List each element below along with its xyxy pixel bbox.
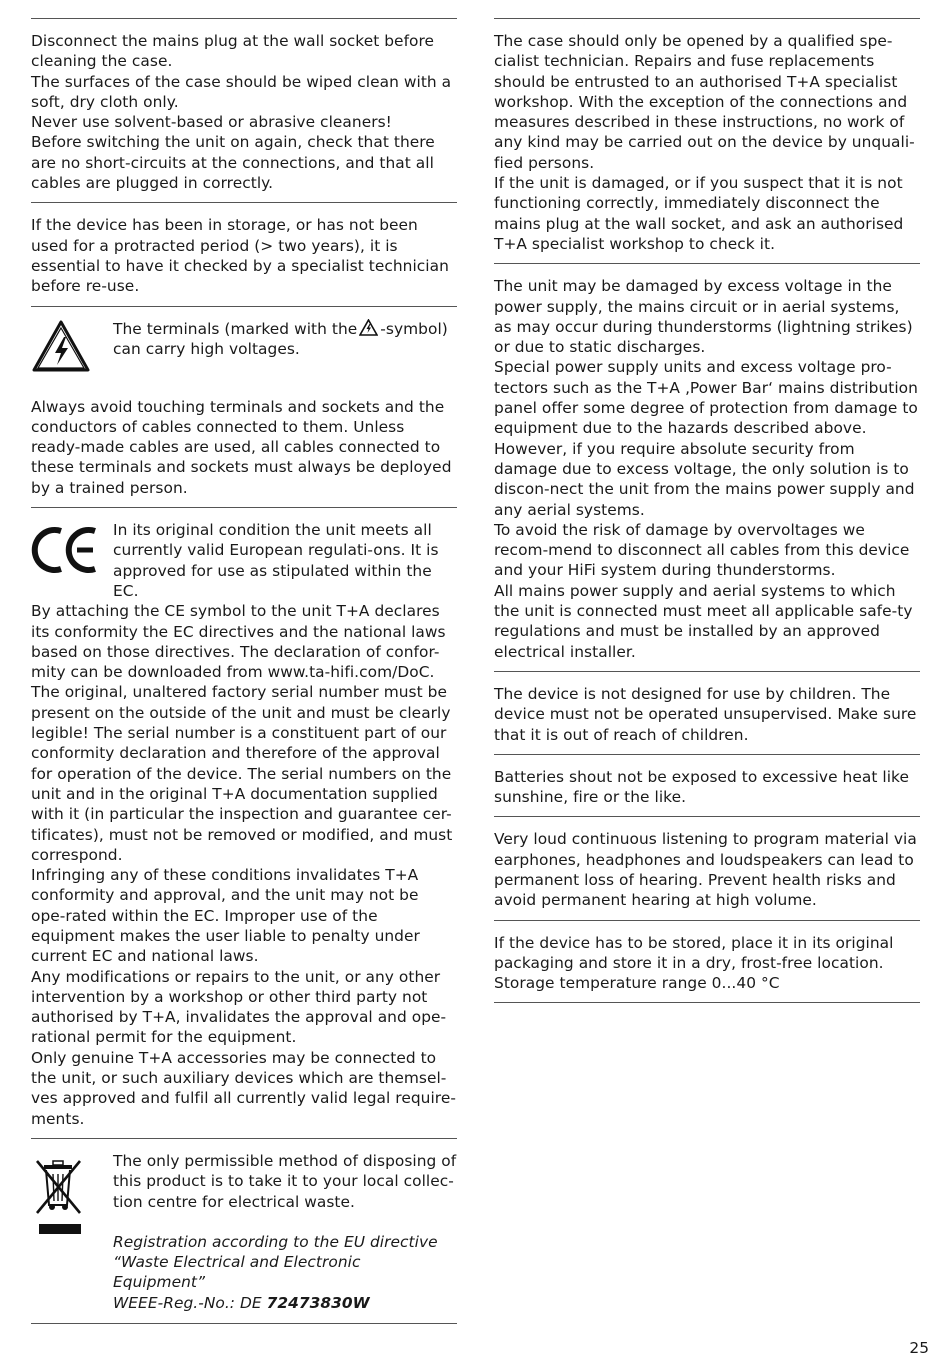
terminal-warning-text: The terminals (marked with the -symbol) can carry high voltages.	[113, 319, 448, 358]
storage-check-section	[31, 203, 457, 306]
warning-symbol-icon	[359, 319, 378, 336]
paragraph: The case should only be opened by a qualified spe-cialist technician. Repairs and fuse replacements should be entrusted to an authorised T+A specialist workshop. With the exception of the connections and measures described in these instructions, no work of any kind may be carried out on the device by unquali-fied persons.	[494, 32, 915, 172]
right-column	[494, 18, 920, 1003]
ce-conformity-section	[31, 508, 457, 1139]
paragraph: If the unit is damaged, or if you suspect that it is not functioning correctly, immediately disconnect the mains plug at the wall socket, and ask an authorised T+A specialist workshop to check it.	[494, 174, 904, 253]
high-voltage-warning-icon	[31, 319, 113, 377]
paragraph: Before switching the unit on again, check that there are no short-circuits at the connections, and that all cables are plugged in correctly.	[31, 133, 435, 193]
disposal-text: The only permissible method of disposing of this product is to take it to your local collec-tion centre for electrical waste.	[113, 1151, 457, 1211]
hearing-section	[494, 817, 920, 920]
paragraph: The original, unaltered factory serial number must be present on the outside of the unit and must be clearly legible! The serial number is a constituent part of our conformity declaration and therefore of the approval for operation of the device. The serial numbers on the unit and in the original T+A documentation supplied with it (in particular the inspection and guarantee cer-tificates), must not be removed or modified, and must correspond.	[31, 683, 453, 864]
children-section	[494, 672, 920, 755]
weee-registration-number: WEEE-Reg.-No.: DE 72473830W	[113, 1293, 370, 1312]
paragraph: Very loud continuous listening to program material via earphones, headphones and loudspeakers can lead to permanent loss of hearing. Prevent health risks and avoid permanent hearing at high volume.	[494, 830, 917, 910]
paragraph: Never use solvent-based or abrasive cleaners!	[31, 113, 392, 132]
overvoltage-section	[494, 264, 920, 672]
paragraph: If the device has been in storage, or has not been used for a protracted period (> two years), it is essential to have it checked by a specialist technician before re-use.	[31, 216, 449, 296]
paragraph: The unit may be damaged by excess voltage in the power supply, the mains circuit or in aerial systems, as may occur during thunderstorms (lightning strikes) or due to static discharges.	[494, 277, 913, 357]
batteries-section	[494, 755, 920, 818]
paragraph: Disconnect the mains plug at the wall socket before cleaning the case.	[31, 32, 435, 71]
weee-disposal-section	[31, 1139, 457, 1324]
ce-mark-icon	[31, 520, 113, 578]
paragraph: Always avoid touching terminals and sockets and the conductors of cables connected to them. Unless ready-made cables are used, all cables connected to these terminals and sockets must always be deployed by a trained person.	[31, 397, 452, 497]
paragraph: All mains power supply and aerial systems to which the unit is connected must meet all applicable safe-ty regulations and must be installed by an approved electrical installer.	[494, 581, 913, 661]
paragraph: If the device has to be stored, place it in its original packaging and store it in a dry, frost-free location. Storage temperature range 0...40 °C	[494, 933, 894, 993]
high-voltage-section	[31, 307, 457, 508]
left-column	[31, 18, 457, 1324]
crossed-out-bin-icon	[31, 1151, 113, 1241]
paragraph: To avoid the risk of damage by overvoltages we recom-mend to disconnect all cables from this device and your HiFi system during thunderstorms.	[494, 520, 910, 580]
case-opening-section	[494, 19, 920, 264]
paragraph: By attaching the CE symbol to the unit T+A declares its conformity the EC directives and the national laws based on those directives. The declaration of confor-mity can be downloaded from www.ta-hifi.com/DoC.	[31, 602, 446, 682]
page-number: 25	[909, 1339, 929, 1357]
weee-registration-line-1: Registration according to the EU directive	[113, 1232, 438, 1251]
paragraph: Special power supply units and excess voltage pro-tectors such as the T+A ‚Power Bar‘ mains distribution panel offer some degree of protection from damage to equipment due to the hazards described above.	[494, 358, 918, 438]
paragraph: Any modifications or repairs to the unit, or any other intervention by a workshop or other third party not authorised by T+A, invalidates the approval and ope-rational permit for the equipment.	[31, 967, 447, 1047]
paragraph: However, if you require absolute security from damage due to excess voltage, the only solution is to discon-nect the unit from the mains power supply and any aerial systems.	[494, 439, 915, 519]
weee-registration-line-2: “Waste Electrical and Electronic Equipment”	[113, 1253, 361, 1292]
storage-section	[494, 921, 920, 1004]
paragraph: Only genuine T+A accessories may be connected to the unit, or such auxiliary devices which are themsel-ves approved and fulfil all currently valid legal require-ments.	[31, 1048, 456, 1128]
cleaning-section	[31, 19, 457, 203]
paragraph: The surfaces of the case should be wiped clean with a soft, dry cloth only.	[31, 72, 452, 111]
paragraph: Infringing any of these conditions invalidates T+A conformity and approval, and the unit may not be ope-rated within the EC. Improper use of the equipment makes the user liable to penalty under current EC and national laws.	[31, 866, 420, 966]
paragraph: The device is not designed for use by children. The device must not be operated unsupervised. Make sure that it is out of reach of children.	[494, 684, 917, 744]
paragraph: Batteries shout not be exposed to excessive heat like sunshine, fire or the like.	[494, 767, 909, 807]
ce-intro-text: In its original condition the unit meets all currently valid European regulati-ons. It is approved for use as stipulated within the EC.	[113, 521, 439, 600]
